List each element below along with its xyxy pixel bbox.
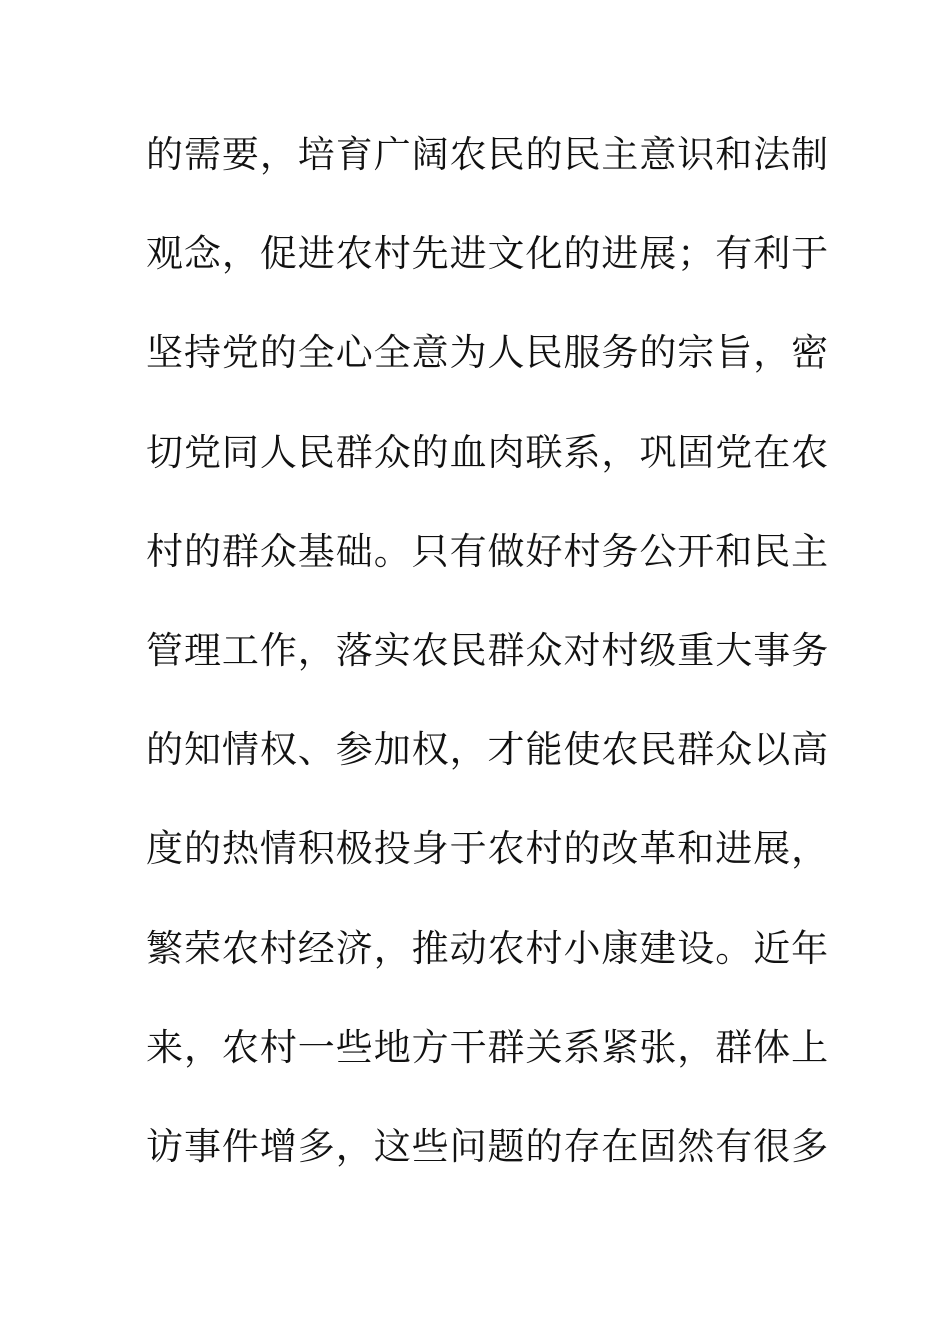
text-line-9: 繁荣农村经济，推动农村小康建设。近年 bbox=[146, 926, 830, 970]
text-line-4: 切党同人民群众的血肉联系，巩固党在农 bbox=[146, 430, 830, 474]
text-line-5: 村的群众基础。只有做好村务公开和民主 bbox=[146, 529, 830, 573]
text-line-7: 的知情权、参加权，才能使农民群众以高 bbox=[146, 728, 830, 772]
text-line-10: 来，农村一些地方干群关系紧张，群体上 bbox=[146, 1025, 830, 1069]
body-paragraph bbox=[146, 122, 830, 1213]
text-line-6: 管理工作，落实农民群众对村级重大事务 bbox=[146, 628, 830, 672]
text-line-11: 访事件增多，这些问题的存在固然有很多 bbox=[146, 1124, 830, 1168]
text-line-2: 观念，促进农村先进文化的进展；有利于 bbox=[146, 232, 830, 276]
text-line-8: 度的热情积极投身于农村的改革和进展， bbox=[146, 827, 830, 871]
text-line-1: 的需要，培育广阔农民的民主意识和法制 bbox=[146, 133, 830, 176]
text-line-3: 坚持党的全心全意为人民服务的宗旨，密 bbox=[146, 331, 830, 375]
